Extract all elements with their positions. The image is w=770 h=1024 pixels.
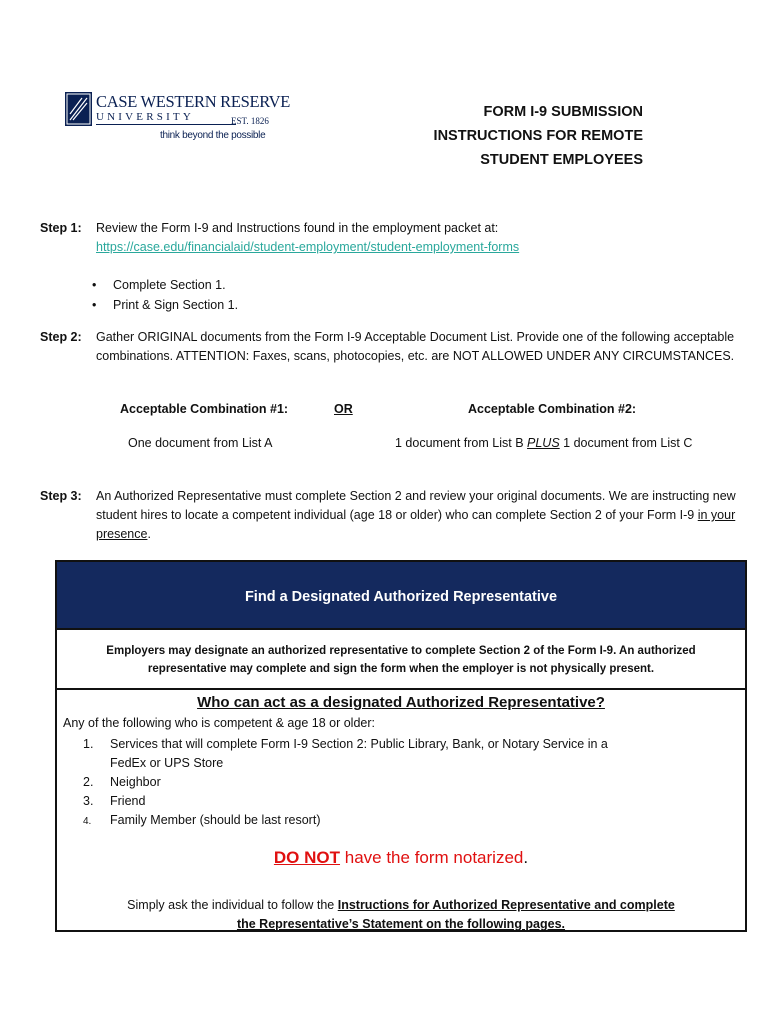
list-item: 3. Friend [83,794,146,808]
presence-emphasis: in your presence [96,508,736,541]
list-item: • Complete Section 1. [92,278,226,292]
step-3-label: Step 3: [40,489,82,503]
logo-tagline: think beyond the possible [160,130,266,141]
list-item-continued: FedEx or UPS Store [110,756,224,770]
logo-est: EST. 1826 [231,116,269,126]
box-header: Find a Designated Authorized Representative [57,562,745,628]
list-item: 1. Services that will complete Form I-9 Section 2: Public Library, Bank, or Notary Service in a [83,737,608,751]
list-item: 4. Family Member (should be last resort) [83,813,321,827]
step-3-text: An Authorized Representative must complete Section 2 and review your original documents. We are instructing new student hires to locate a competent individual (age 18 or older) who can complete Section 2 of your Form I-9 in your presence. [96,489,736,541]
combo-or: OR [334,402,353,416]
shield-icon [65,92,92,126]
combo-1-value: One document from List A [128,436,273,450]
list-item: • Print & Sign Section 1. [92,298,239,312]
title-line-2: INSTRUCTIONS FOR REMOTE [433,128,643,144]
step-1-bullets [92,275,238,315]
combo-1-heading: Acceptable Combination #1: [120,402,289,416]
follow-instructions-text: Simply ask the individual to follow the Instructions for Authorized Representative and complete the Representative’s Statement on the following pages. [127,898,675,931]
who-list [83,735,608,831]
step-1-text [96,219,746,257]
title-line-1: FORM I-9 SUBMISSION [483,104,643,120]
logo-university: UNIVERSITY [96,111,194,123]
step-1-label: Step 1: [40,221,82,235]
page-title [343,100,643,172]
authorized-representative-box [55,560,747,932]
combo-2-value: 1 document from List B PLUS 1 document from List C [395,436,693,450]
step-1-description: Review the Form I-9 and Instructions found in the employment packet at: [96,221,499,235]
who-intro: Any of the following who is competent & age 18 or older: [63,716,375,730]
box-note: Employers may designate an authorized representative to complete Section 2 of the Form I-9. An authorized representative may complete and sign the form when the employer is not physically present. [57,628,745,690]
step-2-text: Gather ORIGINAL documents from the Form I-9 Acceptable Document List. Provide one of the following acceptable combinations. ATTENTION: Faxes, scans, photocopies, etc. are NOT ALLOWED UNDER ANY CIRCUMSTANCES. [96,330,735,363]
combo-2-heading: Acceptable Combination #2: [468,402,637,416]
do-not-emphasis: DO NOT [273,848,341,867]
notary-warning: DO NOT have the form notarized. [273,848,529,867]
title-line-3: STUDENT EMPLOYEES [480,152,643,168]
logo-rule [96,124,236,125]
who-heading: Who can act as a designated Authorized Representative? [197,694,605,711]
employment-forms-link[interactable]: https://case.edu/financialaid/student-employment/student-employment-forms [96,240,520,254]
logo-name: CASE WESTERN RESERVE [96,92,291,111]
plus-emphasis: PLUS [527,436,560,450]
step-2-label: Step 2: [40,330,82,344]
list-item: 2. Neighbor [83,775,161,789]
university-logo [65,92,291,148]
